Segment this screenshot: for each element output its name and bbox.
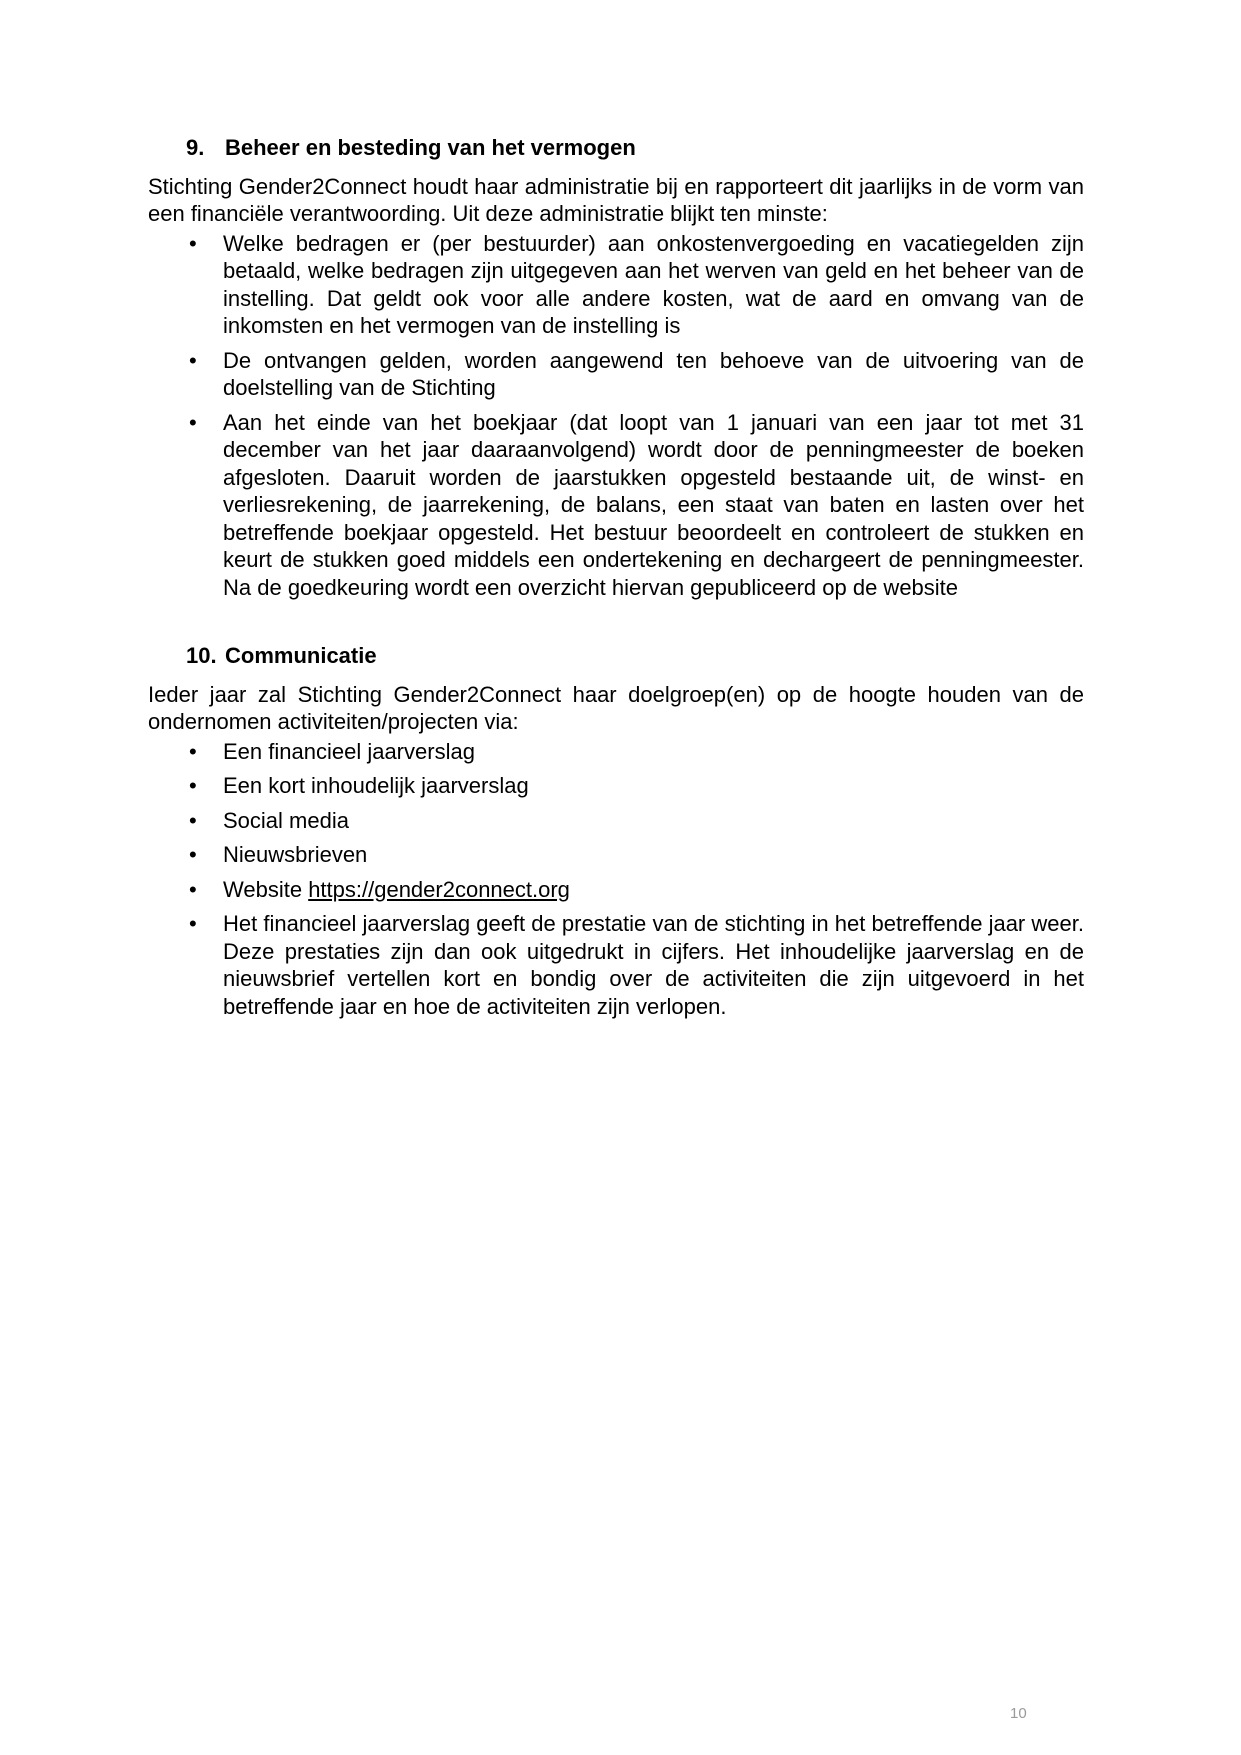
- section-heading: [186, 134, 1084, 162]
- list-item-text: Welke bedragen er (per bestuurder) aan onkostenvergoeding en vacatiegelden zijn betaald, welke bedragen zijn uitgegeven aan het werven van geld en het beheer van de instelling. Dat geldt ook voor alle andere kosten, wat de aard en omvang van de inkomsten en het vermogen van de instelling is: [223, 230, 1084, 338]
- bullet-icon: •: [189, 230, 197, 256]
- list-item-text: Het financieel jaarverslag geeft de prestatie van de stichting in het betreffende jaar weer. Deze prestaties zijn dan ook uitgedrukt in cijfers. Het inhoudelijke jaarverslag en de nieuwsbrief vertellen kort en bondig over de activiteiten die zijn uitgevoerd in het betreffende jaar en hoe de activiteiten zijn verlopen.: [223, 911, 1084, 1019]
- website-label: Website: [223, 876, 309, 902]
- section-beheer: [148, 134, 1084, 601]
- list-item-text: De ontvangen gelden, worden aangewend ten behoeve van de uitvoering van de doelstelling van de Stichting: [223, 347, 1084, 400]
- section-intro: Stichting Gender2Connect houdt haar administratie bij en rapporteert dit jaarlijks in de vorm van een financiële verantwoording. Uit deze administratie blijkt ten minste:: [148, 173, 1084, 226]
- section-heading: [186, 642, 1084, 670]
- bullet-icon: •: [189, 842, 197, 867]
- list-item: [148, 409, 1084, 602]
- website-link[interactable]: https://gender2connect.org: [308, 876, 570, 902]
- list-item: [148, 738, 1084, 766]
- list-item: [148, 876, 1084, 904]
- bullet-list: [148, 230, 1084, 602]
- bullet-icon: •: [189, 347, 197, 373]
- page-content: [148, 134, 1084, 1027]
- section-communicatie: [148, 642, 1084, 1020]
- list-item: [148, 807, 1084, 835]
- list-item: [148, 841, 1084, 869]
- bullet-icon: •: [189, 738, 197, 764]
- page-number: 10: [1010, 1705, 1027, 1722]
- section-number: 9.: [186, 135, 205, 160]
- bullet-icon: •: [189, 876, 197, 902]
- section-number: 10.: [186, 643, 217, 668]
- bullet-list: [148, 738, 1084, 1021]
- section-title: Communicatie: [225, 643, 377, 668]
- bullet-icon: •: [189, 773, 197, 798]
- bullet-icon: •: [189, 807, 197, 833]
- section-title: Beheer en besteding van het vermogen: [225, 135, 636, 160]
- list-item-text: Aan het einde van het boekjaar (dat loopt van 1 januari van een jaar tot met 31 december van het jaar daaraanvolgend) wordt door de penningmeester de boeken afgesloten. Daaruit worden de jaarstukken opgesteld bestaande uit, de winst- en verliesrekening, de jaarrekening, de balans, een staat van baten en lasten over het betreffende boekjaar opgesteld. Het bestuur beoordeelt en controleert de stukken en keurt de stukken goed middels een ondertekening en dechargeert de penningmeester. Na de goedkeuring wordt een overzicht hiervan gepubliceerd op de website: [223, 409, 1084, 600]
- list-item: [148, 347, 1084, 402]
- bullet-icon: •: [189, 911, 197, 936]
- list-item-text: Nieuwsbrieven: [223, 842, 368, 867]
- section-intro: Ieder jaar zal Stichting Gender2Connect haar doelgroep(en) op de hoogte houden van de ondernomen activiteiten/projecten via:: [148, 681, 1084, 734]
- list-item-text: Social media: [223, 807, 349, 833]
- bullet-icon: •: [189, 409, 197, 435]
- list-item: [148, 910, 1084, 1020]
- list-item-text: Een financieel jaarverslag: [223, 738, 475, 764]
- list-item-text: Een kort inhoudelijk jaarverslag: [223, 773, 529, 798]
- list-item: [148, 772, 1084, 800]
- list-item: [148, 230, 1084, 340]
